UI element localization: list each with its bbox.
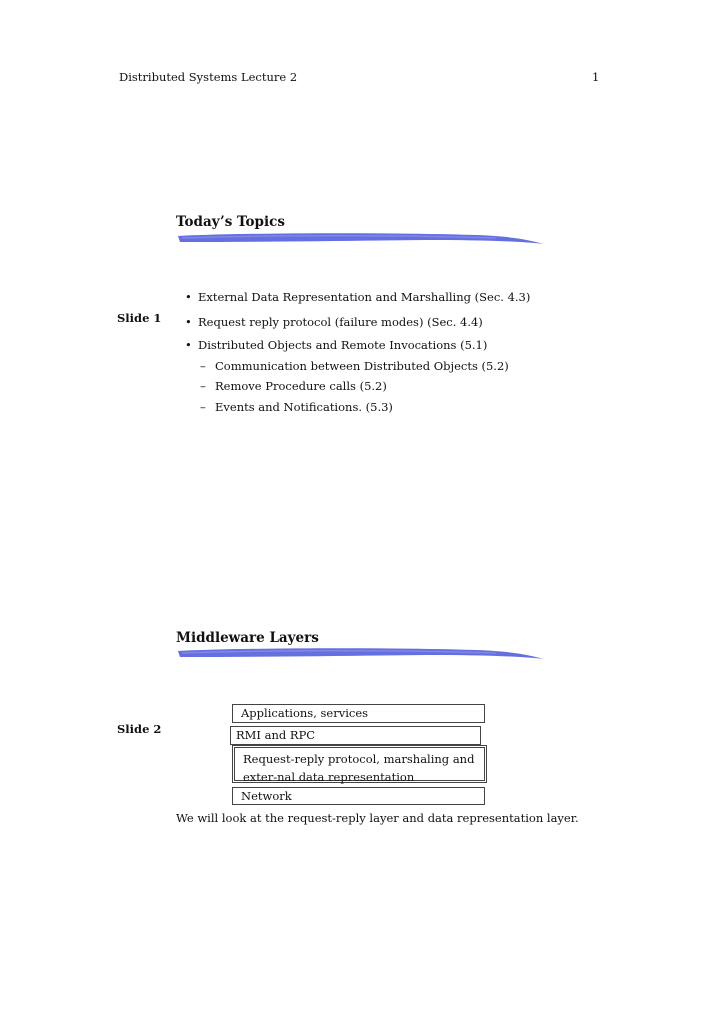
- subtopic-item: – Events and Notifications. (5.3): [200, 400, 393, 414]
- dash-icon: –: [200, 379, 206, 393]
- brush-underline: [176, 645, 546, 661]
- bullet-icon: •: [185, 290, 192, 304]
- layer-network: Network: [232, 787, 485, 805]
- layer-rmi-rpc: RMI and RPC: [230, 726, 481, 745]
- slide2-title: Middleware Layers: [176, 630, 319, 646]
- dash-icon: –: [200, 400, 206, 414]
- header-title: Distributed Systems Lecture 2: [119, 70, 298, 84]
- topic-item: • Request reply protocol (failure modes) (Sec. 4.4): [185, 315, 483, 329]
- slide2-label: Slide 2: [117, 722, 162, 736]
- layer-request-reply: Request-reply protocol, marshaling and exter-nal data representation: [232, 745, 487, 783]
- brush-underline: [176, 230, 546, 246]
- dash-icon: –: [200, 359, 206, 373]
- page-number: 1: [592, 70, 600, 84]
- bullet-icon: •: [185, 338, 192, 352]
- slide1-title: Today’s Topics: [176, 214, 285, 230]
- subtopic-item: – Remove Procedure calls (5.2): [200, 379, 387, 393]
- topic-item: • Distributed Objects and Remote Invocations (5.1): [185, 338, 488, 352]
- topic-item: • External Data Representation and Marshalling (Sec. 4.3): [185, 290, 531, 304]
- layer-applications: Applications, services: [232, 704, 485, 723]
- subtopic-item: – Communication between Distributed Objects (5.2): [200, 359, 509, 373]
- slide2-caption: We will look at the request-reply layer and data representation layer.: [176, 811, 579, 825]
- bullet-icon: •: [185, 315, 192, 329]
- slide1-label: Slide 1: [117, 311, 162, 325]
